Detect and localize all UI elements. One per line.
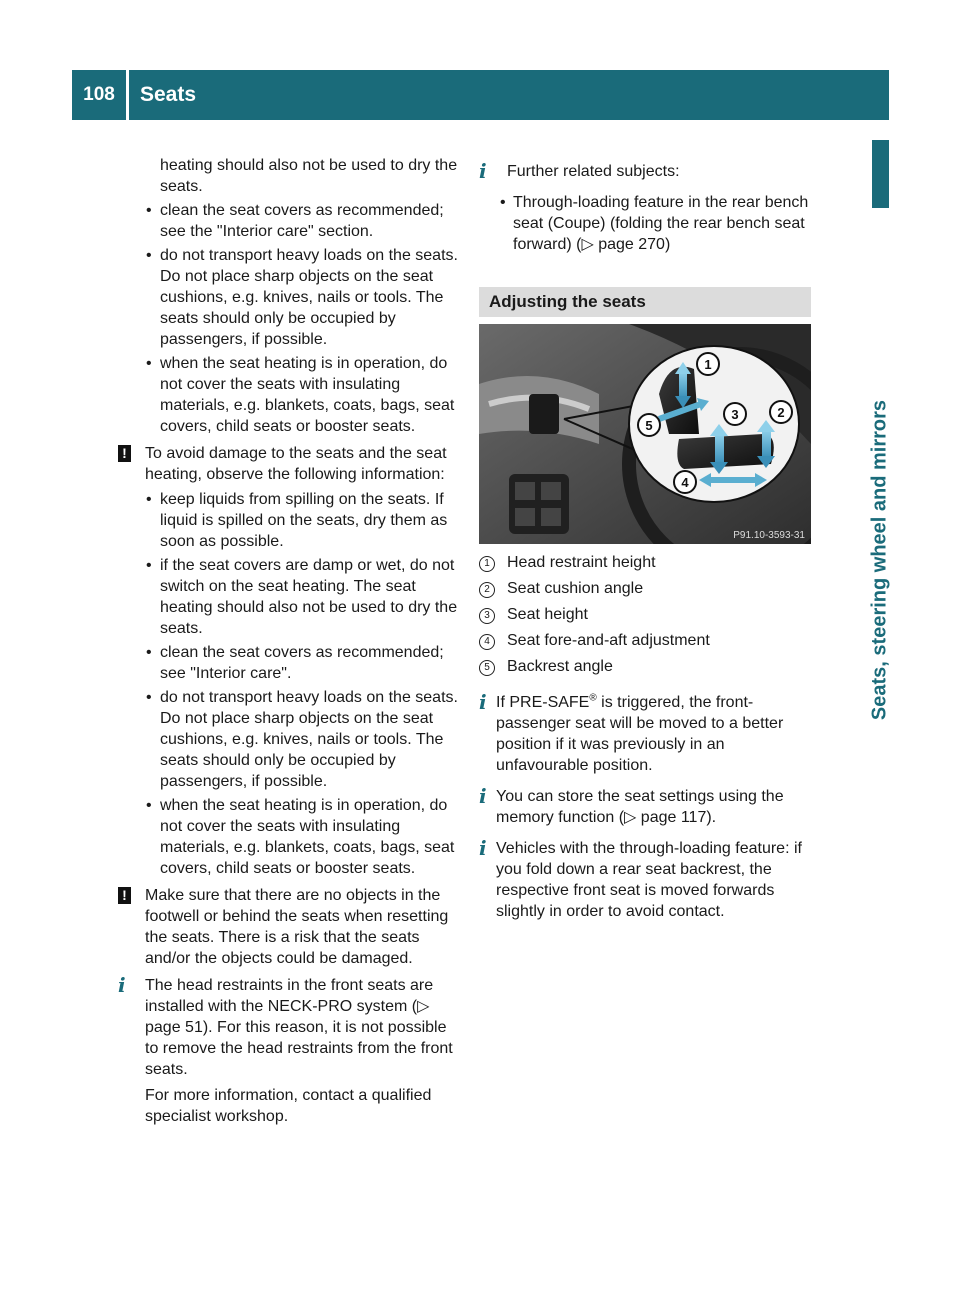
- legend-item: 3 Seat height: [479, 604, 819, 630]
- list-item: • do not transport heavy loads on the seats. Do not place sharp objects on the seat cushions, e.g. knives, nails or tools. The seats should only be occupied by passengers, if possible.: [146, 689, 458, 790]
- right-info-notes: [466, 686, 816, 932]
- list-item: • keep liquids from spilling on the seats. If liquid is spilled on the seats, dry them as soon as possible.: [146, 491, 448, 550]
- info-icon: i: [479, 690, 487, 714]
- info-note: [118, 975, 463, 1127]
- list-item: • when the seat heating is in operation, do not cover the seats with insulating materials, e.g. blankets, coats, bags, seat covers, child seats or booster seats.: [146, 355, 455, 435]
- info-note: [466, 786, 816, 828]
- legend-item: 1 Head restraint height: [479, 552, 819, 578]
- list-item: • clean the seat covers as recommended; see the "Interior care" section.: [146, 202, 444, 240]
- svg-text:3: 3: [731, 407, 739, 422]
- side-tab: [872, 140, 889, 208]
- info-icon: i: [118, 973, 126, 997]
- list-item: • when the seat heating is in operation, do not cover the seats with insulating materials, e.g. blankets, coats, bags, seat covers, child seats or booster seats.: [146, 797, 455, 877]
- right-column: [466, 155, 816, 258]
- callout-4: [674, 471, 696, 493]
- subheading: Adjusting the seats: [479, 287, 811, 317]
- callout-5: [638, 414, 660, 436]
- legend-item: 2 Seat cushion angle: [479, 578, 819, 604]
- svg-text:5: 5: [645, 418, 653, 433]
- svg-text:1: 1: [704, 357, 712, 372]
- warning-icon: !: [118, 887, 131, 904]
- warning-text: Make sure that there are no objects in the footwell or behind the seats when resetting the seats. There is a risk that the seats and/or the objects could be damaged.: [145, 887, 449, 967]
- info-icon: i: [479, 159, 487, 183]
- info-icon: i: [479, 784, 487, 808]
- list-item: • do not transport heavy loads on the seats. Do not place sharp objects on the seat cushions, e.g. knives, nails or tools. The seats should only be occupied by passengers, if possible.: [146, 247, 458, 348]
- callout-2: [770, 401, 792, 423]
- svg-text:2: 2: [777, 405, 785, 420]
- info-text: If PRE-SAFE® is triggered, the front-passenger seat will be moved to a better position if it was previously in an unfavourable position.: [496, 692, 784, 774]
- info-text: You can store the seat settings using the memory function (▷ page 117).: [496, 788, 784, 826]
- info-note: [466, 692, 816, 776]
- svg-text:4: 4: [681, 475, 689, 490]
- related-title: Further related subjects:: [507, 163, 680, 180]
- door-panel-illustration: [479, 324, 811, 544]
- callout-3: [724, 403, 746, 425]
- figure-legend: [479, 552, 819, 682]
- warning-icon: !: [118, 445, 131, 462]
- continued-text: heating should also not be used to dry the seats.: [160, 157, 458, 195]
- info-text: Vehicles with the through-loading feature: if you fold down a rear seat backrest, the respective front seat is moved forwards slightly in order to avoid contact.: [496, 840, 802, 920]
- page-number: 108: [83, 84, 115, 105]
- figure-code: P91.10-3593-31: [733, 530, 805, 541]
- legend-item: 5 Backrest angle: [479, 656, 819, 682]
- info-icon: i: [479, 836, 487, 860]
- info-note: [466, 838, 816, 922]
- header-divider: [126, 70, 129, 120]
- side-chapter-title: Seats, steering wheel and mirrors: [868, 399, 891, 721]
- info-text: The head restraints in the front seats are installed with the NECK-PRO system (▷ page 51). For this reason, it is not possible to remove the head restraints from the front seats.: [145, 977, 453, 1078]
- info-text-2: For more information, contact a qualified specialist workshop.: [145, 1087, 432, 1125]
- seat-adjustment-figure: [479, 324, 811, 544]
- warning-note: [118, 885, 463, 969]
- warning-note: [118, 443, 463, 485]
- related-subjects: [466, 161, 816, 182]
- callout-1: [697, 353, 719, 375]
- legend-item: 4 Seat fore-and-aft adjustment: [479, 630, 819, 656]
- section-title: Seats: [140, 83, 197, 106]
- list-item: • clean the seat covers as recommended; see "Interior care".: [146, 644, 444, 682]
- list-item: • if the seat covers are damp or wet, do not switch on the seat heating. The seat heating should also not be used to dry the seats.: [146, 557, 458, 637]
- left-column: [118, 155, 463, 1131]
- list-item: • Through-loading feature in the rear bench seat (Coupe) (folding the rear bench seat forward) (▷ page 270): [500, 194, 809, 253]
- warning-text: To avoid damage to the seats and the seat heating, observe the following information:: [145, 445, 447, 483]
